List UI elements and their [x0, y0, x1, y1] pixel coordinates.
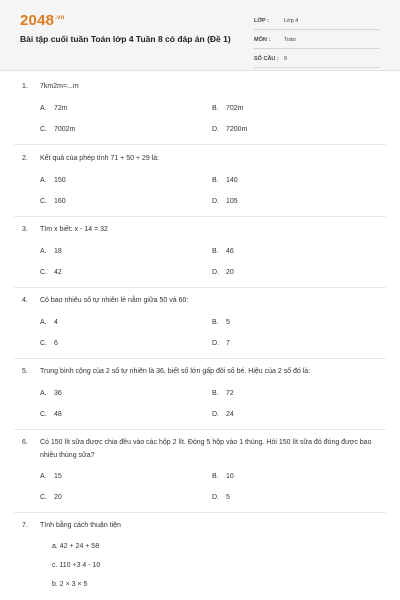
answer-option[interactable] — [40, 340, 58, 347]
question-number: 4. — [22, 297, 28, 304]
option-letter: A. — [40, 105, 47, 112]
option-letter: B. — [212, 473, 219, 480]
answer-option[interactable] — [212, 411, 234, 418]
question-divider — [14, 216, 386, 217]
question-text: Có bao nhiêu số tự nhiên lẻ nằm giữa 50 và 60: — [40, 297, 189, 304]
option-letter: A. — [40, 473, 47, 480]
meta-value: Lớp 4 — [284, 18, 299, 24]
question-number: 2. — [22, 155, 28, 162]
answer-option[interactable] — [40, 319, 58, 326]
option-letter: C. — [40, 494, 47, 501]
question-divider — [14, 512, 386, 513]
sub-expression: b. 2 × 3 × 5 — [52, 581, 88, 588]
option-value: 20 — [54, 494, 62, 501]
option-value: 72 — [226, 390, 234, 397]
option-letter: B. — [212, 105, 219, 112]
meta-value: Toán — [284, 37, 296, 43]
answer-option[interactable] — [40, 494, 62, 501]
option-value: 48 — [54, 411, 62, 418]
option-value: 46 — [226, 248, 234, 255]
question-text: Tìm x biết: x - 14 = 32 — [40, 226, 108, 233]
option-value: 5 — [226, 319, 230, 326]
question-text: Kết quả của phép tính 71 + 50 + 29 là: — [40, 155, 160, 162]
answer-option[interactable] — [40, 248, 62, 255]
question-divider — [14, 287, 386, 288]
answer-option[interactable] — [212, 105, 244, 112]
answer-option[interactable] — [40, 390, 62, 397]
answer-option[interactable] — [212, 269, 234, 276]
question-text: Trung bình cộng của 2 số tự nhiên là 36, biết số lớn gấp đôi số bé. Hiệu của 2 số đó là: — [40, 368, 311, 375]
option-value: 7200m — [226, 126, 248, 133]
answer-option[interactable] — [40, 126, 75, 133]
option-value: 140 — [226, 177, 238, 184]
option-letter: D. — [212, 126, 219, 133]
question-divider — [14, 358, 386, 359]
option-value: 15 — [54, 473, 62, 480]
question-number: 6. — [22, 439, 28, 446]
answer-option[interactable] — [212, 494, 230, 501]
answer-option[interactable] — [212, 340, 230, 347]
option-letter: A. — [40, 177, 47, 184]
worksheet-header — [0, 0, 400, 71]
option-value: 105 — [226, 198, 238, 205]
answer-option[interactable] — [212, 473, 234, 480]
meta-label: MÔN : — [254, 37, 271, 43]
option-value: 20 — [226, 269, 234, 276]
meta-label: SỐ CÂU : — [254, 56, 279, 62]
option-letter: C. — [40, 198, 47, 205]
worksheet-meta — [254, 15, 380, 72]
option-value: 702m — [226, 105, 244, 112]
answer-option[interactable] — [212, 126, 247, 133]
question-number: 5. — [22, 368, 28, 375]
answer-option[interactable] — [40, 473, 62, 480]
option-letter: D. — [212, 269, 219, 276]
question-divider — [14, 144, 386, 145]
option-value: 18 — [54, 248, 62, 255]
answer-option[interactable] — [40, 105, 68, 112]
answer-option[interactable] — [212, 319, 230, 326]
page-title: Bài tập cuối tuần Toán lớp 4 Tuần 8 có đáp án (Đề 1) — [20, 34, 231, 44]
option-letter: A. — [40, 248, 47, 255]
option-value: 36 — [54, 390, 62, 397]
option-letter: A. — [40, 319, 47, 326]
option-letter: C. — [40, 411, 47, 418]
option-letter: D. — [212, 411, 219, 418]
answer-option[interactable] — [212, 390, 234, 397]
option-letter: B. — [212, 248, 219, 255]
option-value: 6 — [54, 340, 58, 347]
option-value: 72m — [54, 105, 68, 112]
option-letter: A. — [40, 390, 47, 397]
sub-expression: c. 110 +3 4 - 10 — [52, 562, 101, 569]
answer-option[interactable] — [40, 177, 66, 184]
answer-option[interactable] — [212, 198, 238, 205]
option-value: 10 — [226, 473, 234, 480]
meta-value: 9 — [284, 56, 288, 62]
option-letter: B. — [212, 319, 219, 326]
question-text: 7km2m=...m — [40, 83, 79, 90]
question-divider — [14, 429, 386, 430]
answer-option[interactable] — [212, 177, 238, 184]
answer-option[interactable] — [212, 248, 234, 255]
option-letter: D. — [212, 198, 219, 205]
option-value: 160 — [54, 198, 66, 205]
answer-option[interactable] — [40, 198, 66, 205]
question-number: 1. — [22, 83, 28, 90]
option-letter: C. — [40, 269, 47, 276]
meta-label: LỚP : — [254, 18, 269, 24]
option-letter: D. — [212, 340, 219, 347]
question-number: 3. — [22, 226, 28, 233]
answer-option[interactable] — [40, 411, 62, 418]
option-value: 7002m — [54, 126, 76, 133]
meta-row-question-count — [254, 53, 380, 68]
logo-suffix: .vn — [55, 15, 65, 21]
option-value: 7 — [226, 340, 230, 347]
option-value: 150 — [54, 177, 66, 184]
option-value: 24 — [226, 411, 234, 418]
option-value: 5 — [226, 494, 230, 501]
meta-row-subject — [254, 34, 380, 49]
sub-expression: a. 42 + 24 + 58 — [52, 543, 100, 550]
site-logo[interactable] — [20, 12, 64, 29]
option-letter: D. — [212, 494, 219, 501]
option-letter: C. — [40, 340, 47, 347]
logo-text: 2048 — [20, 12, 55, 29]
meta-row-class — [254, 15, 380, 30]
option-value: 42 — [54, 269, 62, 276]
option-value: 4 — [54, 319, 58, 326]
answer-option[interactable] — [40, 269, 62, 276]
option-letter: B. — [212, 390, 219, 397]
question-number: 7. — [22, 522, 28, 529]
question-text: Tính bằng cách thuận tiện — [40, 522, 121, 529]
option-letter: C. — [40, 126, 47, 133]
question-text: Có 150 lít sữa được chia đều vào các hộp 2 lít. Đóng 5 hộp vào 1 thùng. Hỏi 150 lít sữa đó đóng được bao nhiêu thùng sữa? — [40, 439, 372, 459]
option-letter: B. — [212, 177, 219, 184]
